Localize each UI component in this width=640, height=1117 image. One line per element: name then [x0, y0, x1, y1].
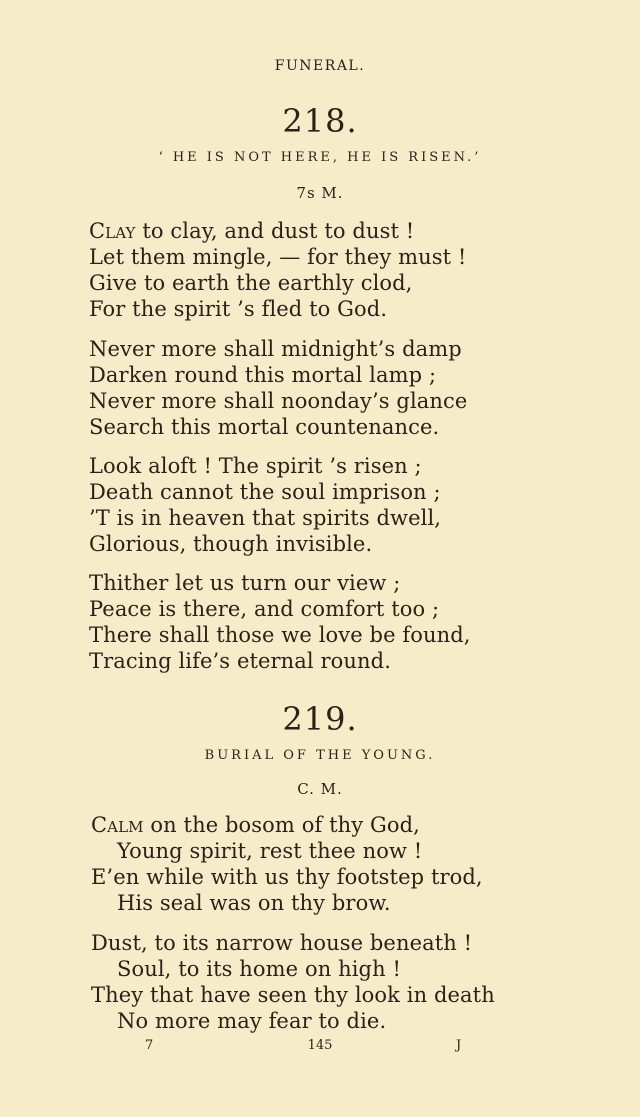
verse-line: ’T is in heaven that spirits dwell,: [89, 506, 442, 530]
verse-line: Young spirit, rest thee now !: [117, 839, 423, 863]
hymn-218-number: 218.: [282, 102, 358, 140]
verse-line: Look aloft ! The spirit ’s risen ;: [89, 454, 422, 478]
verse-line: Never more shall midnight’s damp: [89, 337, 462, 361]
verse-line: They that have seen thy look in death: [91, 983, 495, 1007]
page-number: 145: [307, 1038, 333, 1053]
verse-line: Give to earth the earthly clod,: [89, 271, 413, 295]
verse-line: E’en while with us thy footstep trod,: [91, 865, 483, 889]
hymn-219-title: BURIAL OF THE YOUNG.: [204, 748, 436, 763]
verse-line: Peace is there, and comfort too ;: [89, 597, 440, 621]
verse-line: Let them mingle, — for they must !: [89, 245, 467, 269]
hymn-219-meter: C. M.: [297, 780, 343, 798]
verse-line: Tracing life’s eternal round.: [89, 649, 391, 673]
verse-line: His seal was on thy brow.: [117, 891, 391, 915]
signature-letter: J: [456, 1038, 462, 1053]
hymn-218-meter: 7s M.: [296, 184, 344, 202]
verse-line: There shall those we love be found,: [89, 623, 471, 647]
running-header: FUNERAL.: [274, 58, 366, 74]
hymn-218-title: ‘ HE IS NOT HERE, HE IS RISEN.’: [158, 150, 482, 165]
opening-word: Calm: [91, 813, 144, 837]
verse-line: Calm on the bosom of thy God,: [91, 813, 420, 837]
verse-line: Thither let us turn our view ;: [89, 571, 401, 595]
opening-word: Clay: [89, 219, 136, 243]
verse-line: Death cannot the soul imprison ;: [89, 480, 441, 504]
verse-line: Soul, to its home on high !: [117, 957, 402, 981]
verse-line: Glorious, though invisible.: [89, 532, 373, 556]
signature-mark: 7: [145, 1038, 154, 1053]
verse-line: For the spirit ’s fled to God.: [89, 297, 388, 321]
verse-line: Darken round this mortal lamp ;: [89, 363, 437, 387]
verse-line: Dust, to its narrow house beneath !: [91, 931, 473, 955]
verse-line: Never more shall noonday’s glance: [89, 389, 468, 413]
hymn-219-number: 219.: [282, 700, 358, 738]
verse-line: Search this mortal countenance.: [89, 415, 440, 439]
verse-line: No more may fear to die.: [117, 1009, 387, 1033]
verse-line: Clay to clay, and dust to dust !: [89, 219, 415, 243]
